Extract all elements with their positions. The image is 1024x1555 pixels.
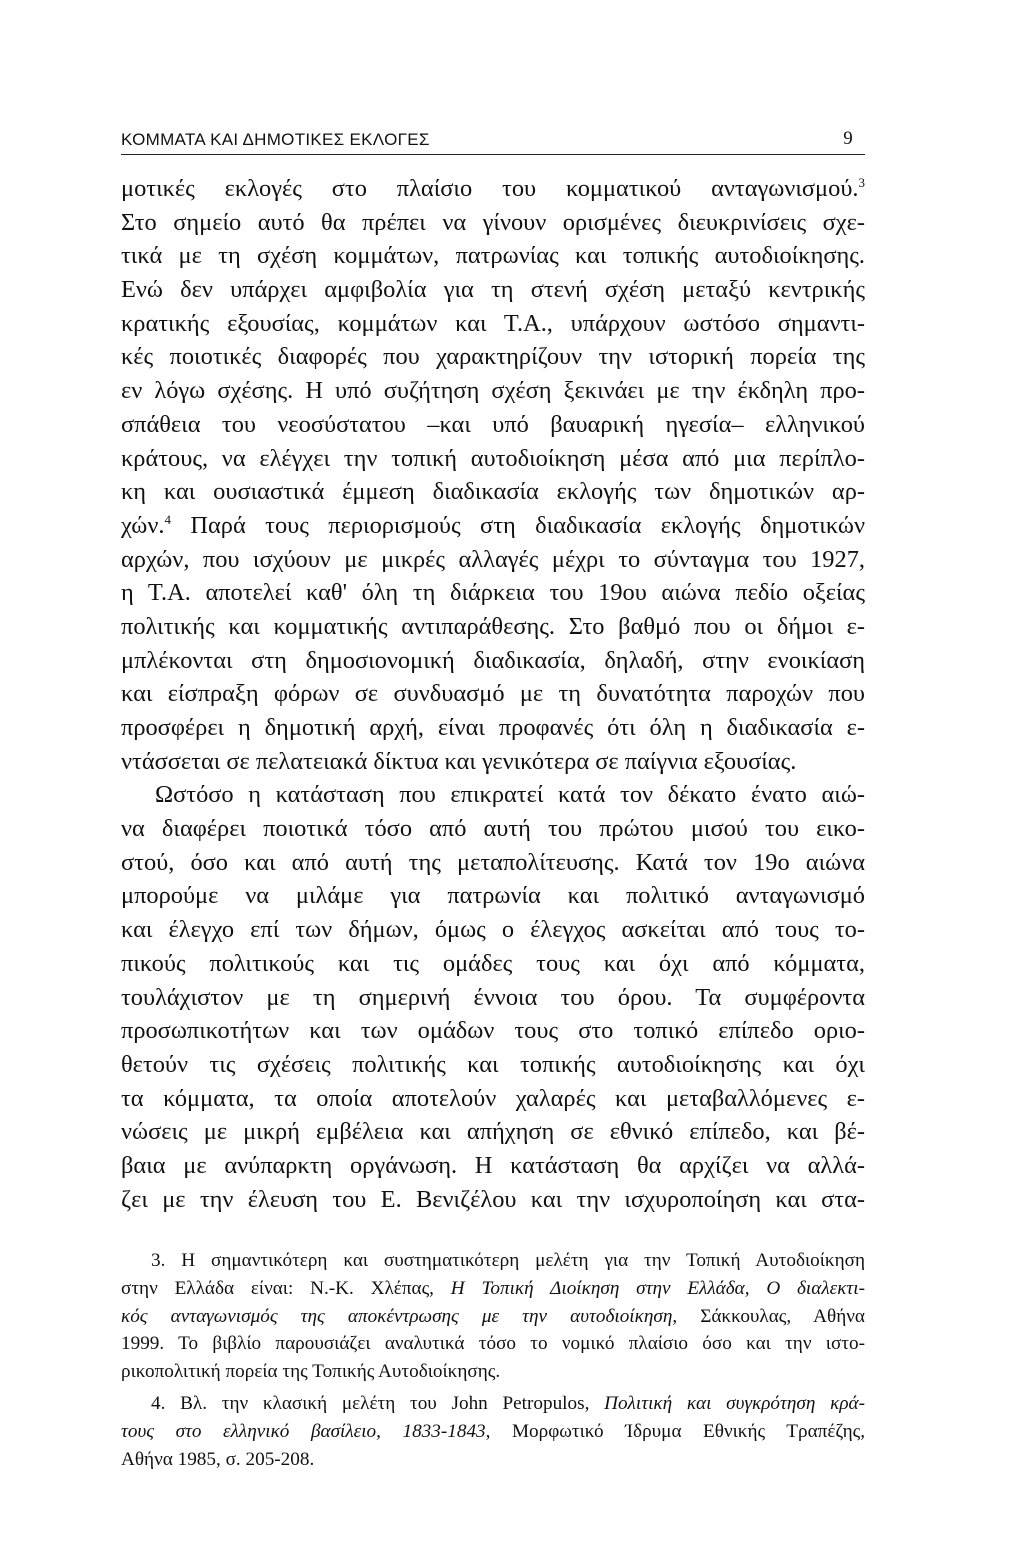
text-line: νώσεις με μικρή εμβέλεια και απήχηση σε εθνικό επίπεδο, και βέ- <box>121 1118 865 1146</box>
main-text <box>121 172 865 1216</box>
text-line: προσωπικοτήτων και των ομάδων τους στο τοπικό επίπεδο οριο- <box>121 1017 865 1045</box>
text-line: κράτους, να ελέγχει την τοπική αυτοδιοίκηση μέσα από μια περίπλο- <box>121 444 865 472</box>
text-line: Ωστόσο η κατάσταση που επικρατεί κατά τον δέκατο ένατο αιώ- <box>155 781 865 809</box>
text-line: τικά με τη σχέση κομμάτων, πατρωνίας και τοπικής αυτοδιοίκησης. <box>121 242 865 270</box>
text-line: μπλέκονται στη δημοσιονομική διαδικασία, δηλαδή, στην ενοικίαση <box>121 646 865 674</box>
text-line: στού, όσο και από αυτή της μεταπολίτευσης. Κατά τον 19ο αιώνα <box>121 848 865 876</box>
footnote-ref[interactable]: 3 <box>858 175 865 190</box>
text-line: να διαφέρει ποιοτικά τόσο από αυτή του πρώτου μισού του εικο- <box>121 815 865 843</box>
text-line: κη και ουσιαστικά έμμεση διαδικασία εκλογής των δημοτικών αρ- <box>121 478 865 506</box>
text-line: κρατικής εξουσίας, κομμάτων και Τ.Α., υπάρχουν ωστόσο σημαντι- <box>121 309 865 337</box>
footnote-3-line: κός ανταγωνισμός της αποκέντρωσης με την αυτοδιοίκηση, Σάκκουλας, Αθήνα <box>121 1305 865 1327</box>
text-line: πικούς πολιτικούς και τις ομάδες τους και όχι από κόμματα, <box>121 949 865 977</box>
text-line: θετούν τις σχέσεις πολιτικής και τοπικής αυτοδιοίκησης και όχι <box>121 1050 865 1078</box>
text-line: ντάσσεται σε πελατειακά δίκτυα και γενικότερα σε παίγνια εξουσίας. <box>121 747 797 775</box>
footnote-3-line: 3. Η σημαντικότερη και συστηματικότερη μελέτη για την Τοπική Αυτοδιοίκηση <box>151 1250 865 1271</box>
footnote-3-line: 1999. Το βιβλίο παρουσιάζει αναλυτικά τόσο το νομικό πλαίσιο όσο και την ιστο- <box>121 1333 865 1355</box>
text-line: Στο σημείο αυτό θα πρέπει να γίνουν ορισμένες διευκρινίσεις σχε- <box>121 208 865 236</box>
text-line: πολιτικής και κομματικής αντιπαράθεσης. Στο βαθμό που οι δήμοι ε- <box>121 612 865 640</box>
footnotes <box>121 1247 865 1473</box>
text-line: εν λόγω σχέσης. Η υπό συζήτηση σχέση ξεκινάει με την έκδηλη προ- <box>121 377 865 405</box>
text-line: βαια με ανύπαρκτη οργάνωση. Η κατάσταση θα αρχίζει να αλλά- <box>121 1151 865 1179</box>
text-line: Ενώ δεν υπάρχει αμφιβολία για τη στενή σχέση μεταξύ κεντρικής <box>121 276 865 304</box>
running-header <box>121 128 865 155</box>
text-line: τα κόμματα, τα οποία αποτελούν χαλαρές και μεταβαλλόμενες ε- <box>121 1084 865 1112</box>
footnote-ref[interactable]: 4 <box>164 511 171 527</box>
footnote-4-line: 4. Βλ. την κλασική μελέτη του John Petropulos, Πολιτική και συγκρότηση κρά- <box>151 1392 865 1414</box>
text-line: τουλάχιστον με τη σημερινή έννοια του όρου. Τα συμφέροντα <box>121 983 865 1011</box>
page-number: 9 <box>843 128 853 149</box>
running-title: ΚΟΜΜΑΤΑ ΚΑΙ ΔΗΜΟΤΙΚΕΣ ΕΚΛΟΓΕΣ <box>121 130 430 149</box>
footnote-4-line: Αθήνα 1985, σ. 205-208. <box>121 1448 315 1470</box>
text-line: σπάθεια του νεοσύστατου –και υπό βαυαρική ηγεσία– ελληνικού <box>121 410 865 438</box>
text-line: και είσπραξη φόρων σε συνδυασμό με τη δυνατότητα παροχών που <box>121 680 865 708</box>
footnote-3-line: στην Ελλάδα είναι: Ν.-Κ. Χλέπας, Η Τοπική Διοίκηση στην Ελλάδα, Ο διαλεκτι- <box>121 1277 866 1299</box>
text-line: αρχών, που ισχύουν με μικρές αλλαγές μέχρι το σύνταγμα του 1927, <box>121 545 865 573</box>
text-line: και έλεγχο επί των δήμων, όμως ο έλεγχος ασκείται από τους το- <box>121 916 865 944</box>
text-line: ζει με την έλευση του Ε. Βενιζέλου και την ισχυροποίηση και στα- <box>121 1185 865 1213</box>
text-line: μοτικές εκλογές στο πλαίσιο του κομματικού ανταγωνισμού.$^3$ <box>121 175 865 202</box>
text-line: κές ποιοτικές διαφορές που χαρακτηρίζουν την ιστορική πορεία της <box>121 343 865 371</box>
footnote-3-line: ρικοπολιτική πορεία της Τοπικής Αυτοδιοίκησης. <box>121 1361 501 1383</box>
text-line: μπορούμε να μιλάμε για πατρωνία και πολιτικό ανταγωνισμό <box>121 882 865 910</box>
text-line: η Τ.Α. αποτελεί καθ' όλη τη διάρκεια του 19ου αιώνα πεδίο οξείας <box>121 579 865 607</box>
footnote-4-line: τους στο ελληνικό βασίλειο, 1833-1843, Μορφωτικό Ίδρυμα Εθνικής Τραπέζης, <box>121 1420 865 1442</box>
text-line: προσφέρει η δημοτική αρχή, είναι προφανές ότι όλη η διαδικασία ε- <box>121 714 865 741</box>
text-line: χών.$^4$ Παρά τους περιορισμούς στη διαδικασία εκλογής δημοτικών <box>121 511 865 539</box>
